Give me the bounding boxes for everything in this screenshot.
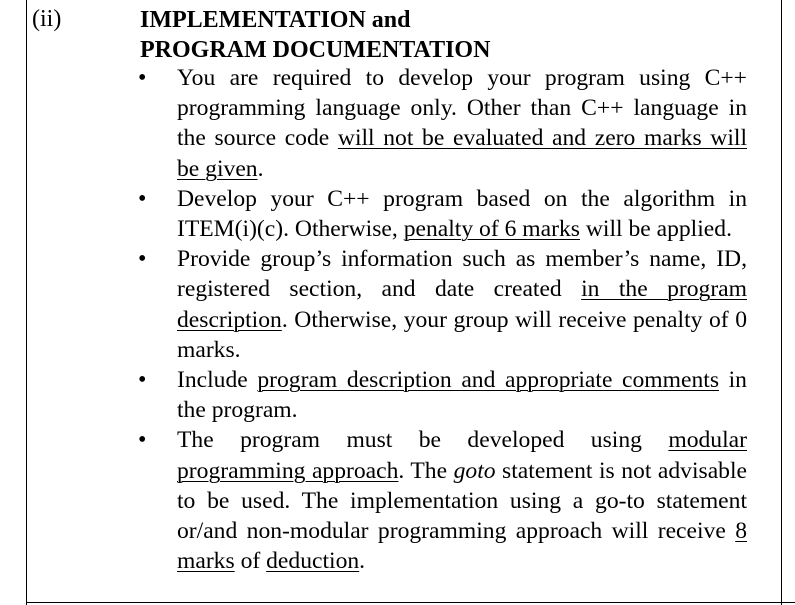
list-item-text: You are required to develop your program using C++ programming language only. Other than C++ language in the source code	[177, 65, 747, 152]
list-item-text: in the program.	[177, 367, 747, 424]
list-item	[138, 184, 747, 244]
list-item-underlined: program description and appropriate comments	[257, 367, 720, 394]
table-bottom-border	[26, 602, 795, 603]
bullet-icon: •	[138, 427, 147, 454]
list-item-text: Develop your C++ program based on the algorithm in ITEM(i)(c). Otherwise,	[177, 185, 747, 243]
section-heading	[140, 5, 760, 65]
list-item-underlined: 8 marks	[177, 518, 747, 575]
item-number: (ii)	[32, 6, 62, 32]
list-item-text: will be applied.	[579, 216, 732, 243]
table-left-border	[26, 0, 27, 605]
list-item	[138, 365, 747, 425]
list-item	[138, 425, 747, 576]
list-item-underlined: in the program description	[177, 276, 747, 333]
list-item-italic: goto	[453, 457, 496, 484]
list-item-underlined: modular programming approach	[177, 427, 747, 484]
list-item-underlined: will not be evaluated and zero marks will be given	[177, 125, 748, 182]
list-item-underlined: deduction	[266, 548, 360, 575]
list-item-text: . Otherwise, your group will receive penalty of 0 marks.	[177, 306, 747, 363]
heading-line-2: PROGRAM DOCUMENTATION	[140, 37, 491, 63]
list-item-text: .	[359, 548, 366, 575]
list-item-text: Provide group’s information such as member’s name, ID, registered section, and date created	[177, 246, 747, 303]
bullet-icon: •	[138, 367, 147, 394]
list-item-text: Include	[177, 367, 258, 394]
bullet-icon: •	[138, 65, 147, 91]
requirements-list	[138, 63, 748, 576]
list-item-underlined: penalty of 6 marks	[403, 216, 580, 243]
bullet-icon: •	[138, 185, 147, 212]
list-item-text: statement is not advisable to be used. The implementation using a go-to statement or/and non-modular programming approach will receive	[177, 457, 747, 545]
list-item	[138, 63, 748, 184]
list-item-text: .	[257, 155, 264, 182]
list-item-text: . The	[398, 457, 454, 484]
list-item-text: of	[234, 548, 267, 575]
heading-line-1: IMPLEMENTATION and	[140, 7, 411, 33]
table-right-border	[781, 0, 782, 605]
list-item	[138, 244, 747, 365]
list-item-text: The program must be developed using	[177, 427, 669, 454]
bullet-icon: •	[138, 246, 147, 273]
